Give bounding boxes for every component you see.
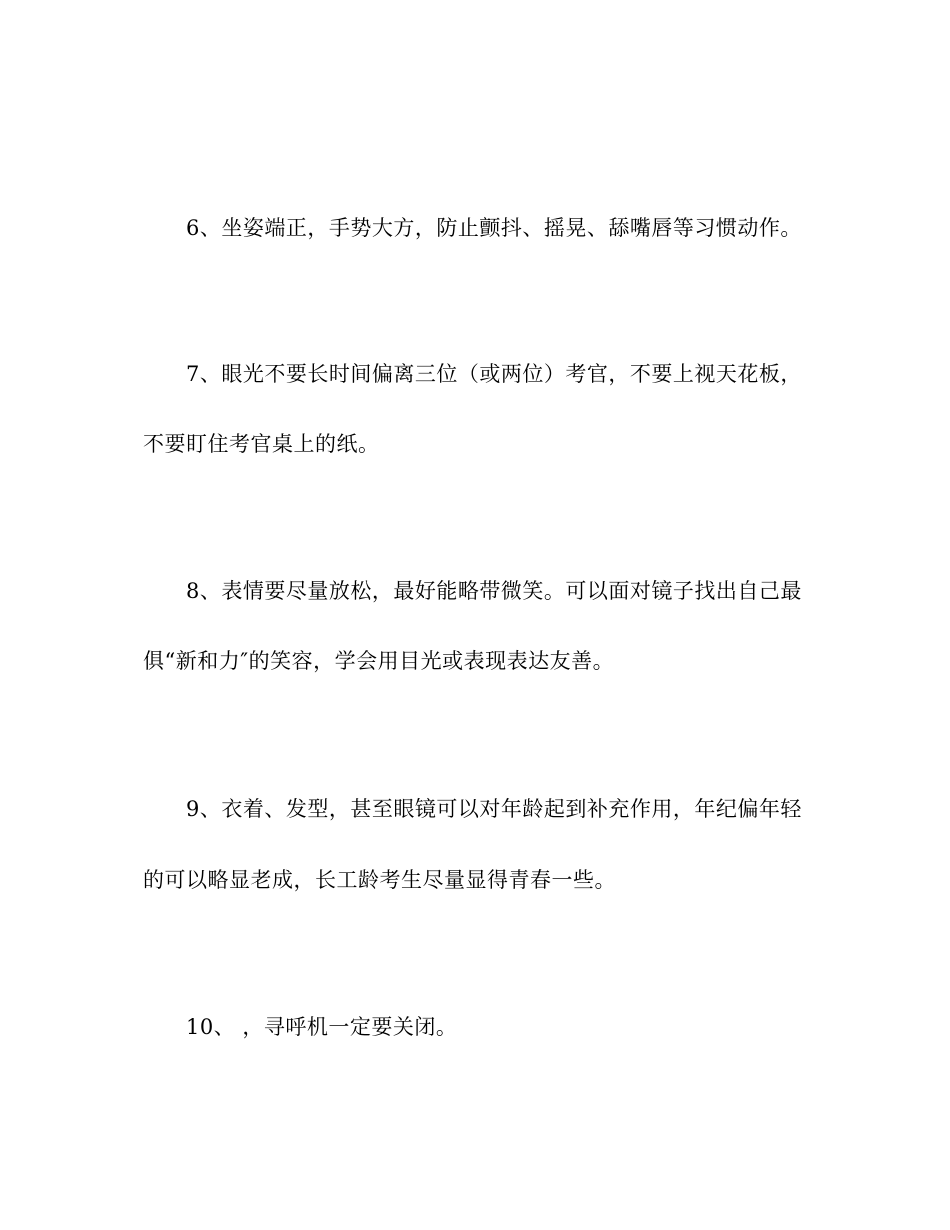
paragraph-7-line-1: 7、眼光不要长时间偏离三位（或两位）考官，不要上视天花板， <box>186 362 802 386</box>
paragraph-6-line-1: 6、坐姿端正，手势大方，防止颤抖、摇晃、舔嘴唇等习惯动作。 <box>186 216 802 240</box>
paragraph-9-line-1: 9、衣着、发型，甚至眼镜可以对年龄起到补充作用，年纪偏年轻 <box>186 797 802 821</box>
paragraph-7-line-2: 不要盯住考官桌上的纸。 <box>143 432 380 456</box>
paragraph-10-line-1: 10、 ，寻呼机一定要关闭。 <box>186 1015 458 1039</box>
paragraph-8-line-2: 俱“新和力″的笑容，学会用目光或表现表达友善。 <box>143 649 615 673</box>
paragraph-9-line-2: 的可以略显老成，长工龄考生尽量显得青春一些。 <box>143 868 616 892</box>
paragraph-8-line-1: 8、表情要尽量放松，最好能略带微笑。可以面对镜子找出自己最 <box>186 579 802 603</box>
